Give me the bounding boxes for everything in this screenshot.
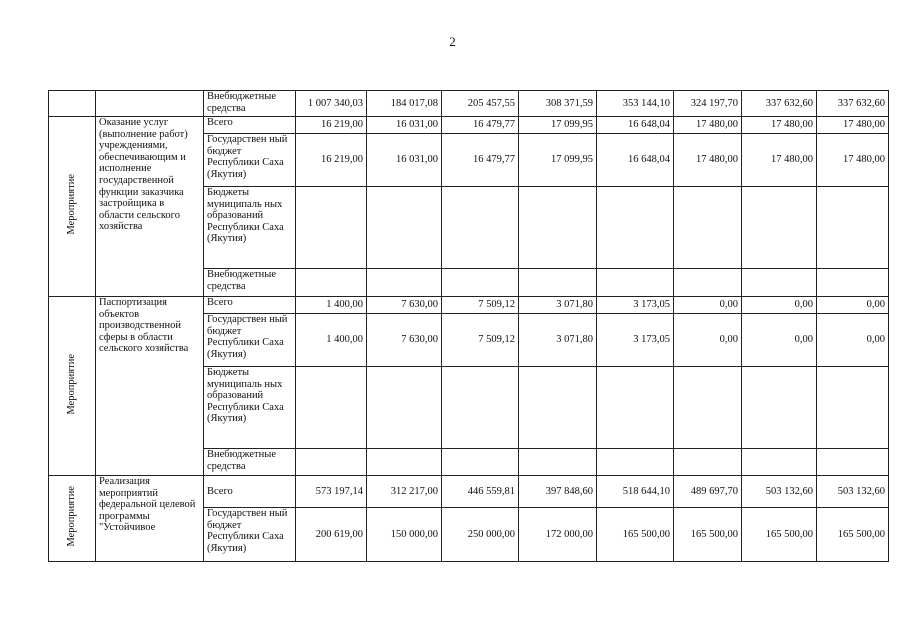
value-cell: 17 480,00 [674,134,742,187]
value-cell-empty [597,449,674,476]
value-cell: 0,00 [674,314,742,367]
value-cell: 165 500,00 [597,508,674,562]
value-cell: 489 697,70 [674,476,742,508]
value-cell: 503 132,60 [817,476,889,508]
value-cell-empty [674,367,742,449]
value-cell: 184 017,08 [367,91,442,117]
value-cell: 3 071,80 [519,297,597,314]
value-cell: 7 630,00 [367,314,442,367]
value-cell: 337 632,60 [742,91,817,117]
value-cell: 17 480,00 [674,117,742,134]
value-cell-empty [367,187,442,269]
value-cell: 7 509,12 [442,297,519,314]
value-cell-empty [442,449,519,476]
value-cell: 165 500,00 [817,508,889,562]
value-cell: 1 400,00 [296,314,367,367]
source-label-extrabudgetary: Внебюджетные средства [204,91,296,117]
activity-type-label: Мероприятие [66,486,78,547]
value-cell: 353 144,10 [597,91,674,117]
value-cell: 0,00 [742,314,817,367]
value-cell: 312 217,00 [367,476,442,508]
value-cell: 446 559,81 [442,476,519,508]
source-label-municipal-budget: Бюджеты муниципаль ных образований Республики Саха (Якутия) [204,187,296,269]
table-row-total [49,297,889,314]
activity-type-cell [49,117,96,297]
value-cell-empty [742,367,817,449]
table-row-total [49,476,889,508]
value-cell-empty [442,269,519,297]
table-row-continuation [49,91,889,117]
value-cell-empty [296,367,367,449]
value-cell: 0,00 [817,314,889,367]
source-label-total: Всего [204,117,296,134]
source-label-state-budget: Государствен ный бюджет Республики Саха (Якутия) [204,508,296,562]
source-label-total: Всего [204,297,296,314]
value-cell: 17 099,95 [519,134,597,187]
value-cell: 397 848,60 [519,476,597,508]
value-cell: 17 480,00 [742,117,817,134]
value-cell-empty [597,187,674,269]
value-cell: 3 173,05 [597,297,674,314]
value-cell-empty [817,187,889,269]
value-cell: 17 480,00 [817,134,889,187]
value-cell: 16 031,00 [367,134,442,187]
value-cell: 250 000,00 [442,508,519,562]
activity-type-cell [49,297,96,476]
value-cell: 1 007 340,03 [296,91,367,117]
value-cell-empty [519,187,597,269]
value-cell: 7 509,12 [442,314,519,367]
value-cell-empty [442,367,519,449]
value-cell: 0,00 [742,297,817,314]
value-cell: 17 099,95 [519,117,597,134]
source-label-extrabudgetary: Внебюджетные средства [204,269,296,297]
source-label-extrabudgetary: Внебюджетные средства [204,449,296,476]
value-cell-empty [367,367,442,449]
activity-type-label: Мероприятие [66,353,78,415]
value-cell-empty [519,269,597,297]
value-cell: 0,00 [674,297,742,314]
value-cell-empty [742,449,817,476]
value-cell-empty [742,187,817,269]
value-cell: 205 457,55 [442,91,519,117]
value-cell-empty [367,449,442,476]
value-cell: 16 479,77 [442,117,519,134]
value-cell: 17 480,00 [742,134,817,187]
type-cell-empty [49,91,96,117]
value-cell: 3 071,80 [519,314,597,367]
source-label-state-budget: Государствен ный бюджет Республики Саха (Якутия) [204,314,296,367]
value-cell: 165 500,00 [742,508,817,562]
value-cell: 573 197,14 [296,476,367,508]
name-cell-empty [96,91,204,117]
value-cell-empty [742,269,817,297]
value-cell: 16 479,77 [442,134,519,187]
value-cell: 16 648,04 [597,117,674,134]
value-cell: 150 000,00 [367,508,442,562]
budget-table [48,90,889,562]
value-cell: 0,00 [817,297,889,314]
value-cell-empty [597,269,674,297]
activity-name-cell: Паспортизация объектов производственной сферы в области сельского хозяйства [96,297,204,476]
value-cell: 16 648,04 [597,134,674,187]
value-cell-empty [674,449,742,476]
source-label-municipal-budget: Бюджеты муниципаль ных образований Республики Саха (Якутия) [204,367,296,449]
value-cell-empty [296,449,367,476]
value-cell-empty [597,367,674,449]
value-cell-empty [296,187,367,269]
activity-type-cell [49,476,96,562]
value-cell-empty [519,449,597,476]
value-cell-empty [817,269,889,297]
value-cell-empty [367,269,442,297]
value-cell: 337 632,60 [817,91,889,117]
value-cell: 308 371,59 [519,91,597,117]
value-cell-empty [674,187,742,269]
value-cell-empty [817,449,889,476]
value-cell: 16 219,00 [296,134,367,187]
value-cell: 518 644,10 [597,476,674,508]
value-cell: 503 132,60 [742,476,817,508]
value-cell: 7 630,00 [367,297,442,314]
activity-name-cell: Оказание услуг (выполнение работ) учреждениями, обеспечивающим и исполнение государственной функции заказчика застройщика в области сельского хозяйства [96,117,204,297]
value-cell-empty [817,367,889,449]
table-row-total [49,117,889,134]
value-cell-empty [296,269,367,297]
value-cell: 200 619,00 [296,508,367,562]
value-cell: 172 000,00 [519,508,597,562]
value-cell-empty [442,187,519,269]
value-cell-empty [674,269,742,297]
activity-type-label: Мероприятие [66,174,78,235]
page-number: 2 [449,34,456,49]
value-cell: 16 219,00 [296,117,367,134]
value-cell: 324 197,70 [674,91,742,117]
value-cell: 16 031,00 [367,117,442,134]
value-cell-empty [519,367,597,449]
value-cell: 1 400,00 [296,297,367,314]
activity-name-cell: Реализация мероприятий федеральной целевой программы "Устойчивое [96,476,204,562]
value-cell: 17 480,00 [817,117,889,134]
value-cell: 165 500,00 [674,508,742,562]
source-label-state-budget: Государствен ный бюджет Республики Саха (Якутия) [204,134,296,187]
source-label-total: Всего [204,476,296,508]
value-cell: 3 173,05 [597,314,674,367]
